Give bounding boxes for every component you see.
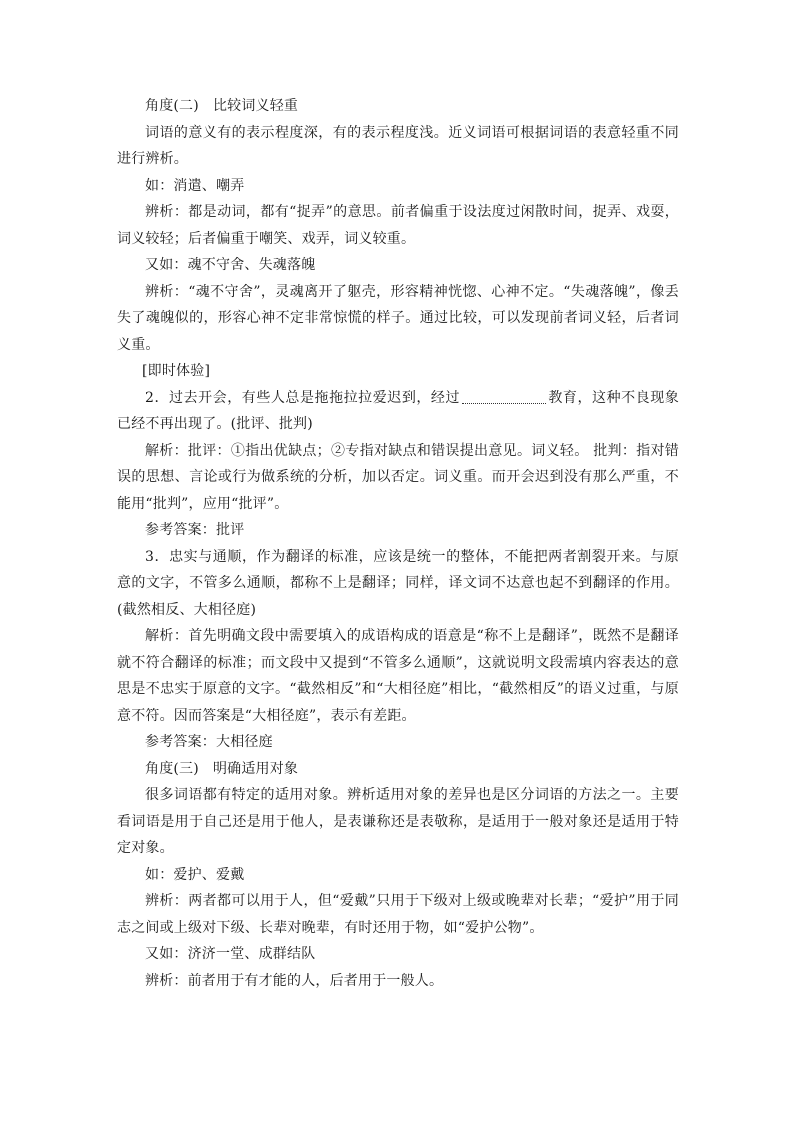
answer-line: 参考答案：批评 — [145, 522, 245, 538]
question-text-before-blank: 2．过去开会，有些人总是拖拖拉拉爱迟到，经过 — [145, 389, 461, 406]
example-line: 如：消遣、嘲弄 — [145, 177, 245, 194]
analysis-paragraph: 解析：首先明确文段中需要填入的成语构成的语意是“称不上是翻译”，既然不是翻译就不符合翻译的标准；而文段中又提到“不管多么通顺”，这就说明文段需填内容表达的意思是不忠实于原意的文字。“截然相反”和“大相径庭”相比，“截然相反”的语义过重，与原意不符。因而答案是“大相径庭”，表示有差距。 — [117, 628, 679, 724]
section-heading-title: 明确适用对象 — [212, 760, 299, 777]
page-content — [117, 93, 679, 994]
example-line: 如：爱护、爱戴 — [145, 866, 245, 883]
section-heading-3 — [117, 756, 679, 783]
fill-in-blank — [462, 389, 546, 404]
example-line: 又如：济济一堂、成群结队 — [145, 946, 316, 962]
analysis-paragraph: 辨析：“魂不守舍”，灵魂离开了躯壳，形容精神恍惚、心神不定。“失魂落魄”，像丢失了魂魄似的，形容心神不定非常惊慌的样子。通过比较，可以发现前者词义轻，后者词义重。 — [117, 283, 679, 353]
practice-tag: [即时体验] — [142, 363, 211, 379]
question-3: 3．忠实与通顺，作为翻译的标准，应该是统一的整体，不能把两者割裂开来。与原意的文字，不管多么通顺，都称不上是翻译；同样，译文词不达意也起不到翻译的作用。(截然相反、大相径庭) — [117, 548, 679, 618]
question-2 — [117, 385, 679, 438]
section-heading-label: 角度(三) — [145, 760, 199, 777]
analysis-paragraph: 辨析：都是动词，都有“捉弄”的意思。前者偏重于设法度过闲散时间，捉弄、戏耍，词义较轻；后者偏重于嘲笑、戏弄，词义较重。 — [117, 204, 679, 247]
answer-line: 参考答案：大相径庭 — [145, 734, 273, 750]
section-heading-title: 比较词义轻重 — [212, 98, 299, 114]
analysis-paragraph: 辨析：前者用于有才能的人，后者用于一般人。 — [145, 972, 444, 989]
section-intro: 词语的意义有的表示程度深，有的表示程度浅。近义词语可根据词语的表意轻重不同进行辨析。 — [117, 124, 679, 167]
example-line: 又如：魂不守舍、失魂落魄 — [145, 257, 316, 273]
section-heading-2 — [117, 93, 679, 120]
section-intro: 很多词语都有特定的适用对象。辨析适用对象的差异也是区分词语的方法之一。主要看词语是用于自己还是用于他人，是表谦称还是表敬称，是适用于一般对象还是适用于特定对象。 — [117, 787, 679, 856]
analysis-paragraph: 解析：批评：①指出优缺点；②专指对缺点和错误提出意见。词义轻。 批判：指对错误的思想、言论或行为做系统的分析，加以否定。词义重。而开会迟到没有那么严重，不能用“批判”，应用“批评”。 — [117, 442, 679, 512]
question-text-after-blank: 教育，这种不良现象已经不再出现了。(批评、批判) — [117, 389, 679, 432]
analysis-paragraph: 辨析：两者都可以用于人，但“爱戴”只用于下级对上级或晚辈对长辈；“爱护”用于同志之间或上级对下级、长辈对晚辈，有时还用于物，如“爱护公物”。 — [117, 893, 679, 936]
section-heading-label: 角度(二) — [145, 98, 199, 114]
